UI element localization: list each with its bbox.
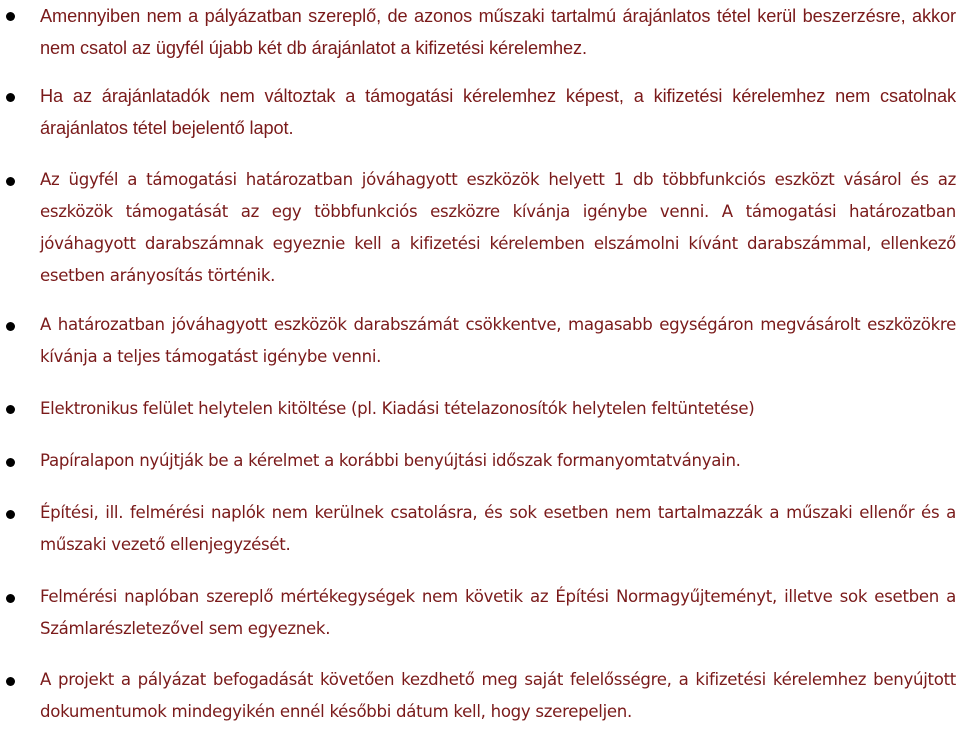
bullet-icon — [6, 177, 15, 186]
list-item-text: Papíralapon nyújtják be a kérelmet a korábbi benyújtási időszak formanyomtatványain. — [40, 451, 741, 470]
list-item-text: Építési, ill. felmérési naplók nem kerülnek csatolásra, és sok esetben nem tartalmazzák a műszaki ellenőr és a műszaki vezető ellenjegyzését. — [40, 503, 956, 554]
bullet-icon — [6, 677, 15, 686]
list-item-text: A projekt a pályázat befogadását követően kezdhető meg saját felelősségre, a kifizetési kérelemhez benyújtott dokumentumok mindegyikén ennél későbbi dátum kell, hogy szerepeljen. — [40, 670, 956, 721]
bullet-icon — [6, 458, 15, 467]
bullet-icon — [6, 93, 15, 102]
list-item-text: Amennyiben nem a pályázatban szereplő, de azonos műszaki tartalmú árajánlatos tétel kerül beszerzésre, akkor nem csatol az ügyfél újabb két db árajánlatot a kifizetési kérelemhez. — [40, 6, 956, 58]
bullet-icon — [6, 594, 15, 603]
bullet-icon — [6, 405, 15, 414]
list-item-text: Ha az árajánlatadók nem változtak a támogatási kérelemhez képest, a kifizetési kérelemhez nem csatolnak árajánlatos tétel bejelentő lapot. — [40, 86, 956, 138]
list-item-text: Elektronikus felület helytelen kitöltése (pl. Kiadási tételazonosítók helytelen feltüntetése) — [40, 399, 755, 418]
bullet-icon — [6, 12, 15, 21]
bullet-icon — [6, 510, 15, 519]
list-item-text: Felmérési naplóban szereplő mértékegységek nem követik az Építési Normagyűjteményt, illetve sok esetben a Számlarészletezővel sem egyeznek. — [40, 587, 956, 638]
list-item-text: Az ügyfél a támogatási határozatban jóváhagyott eszközök helyett 1 db többfunkciós eszközt vásárol és az eszközök támogatását az egy többfunkciós eszközre kívánja igénybe venni. A támogatási határozatban jóváhagyott darabszámnak egyeznie kell a kifizetési kérelemben elszámolni kívánt darabszámmal, ellenkező esetben arányosítás történik. — [40, 170, 956, 285]
bullet-icon — [6, 322, 15, 331]
list-item-text: A határozatban jóváhagyott eszközök darabszámát csökkentve, magasabb egységáron megvásárolt eszközökre kívánja a teljes támogatást igénybe venni. — [40, 315, 956, 366]
